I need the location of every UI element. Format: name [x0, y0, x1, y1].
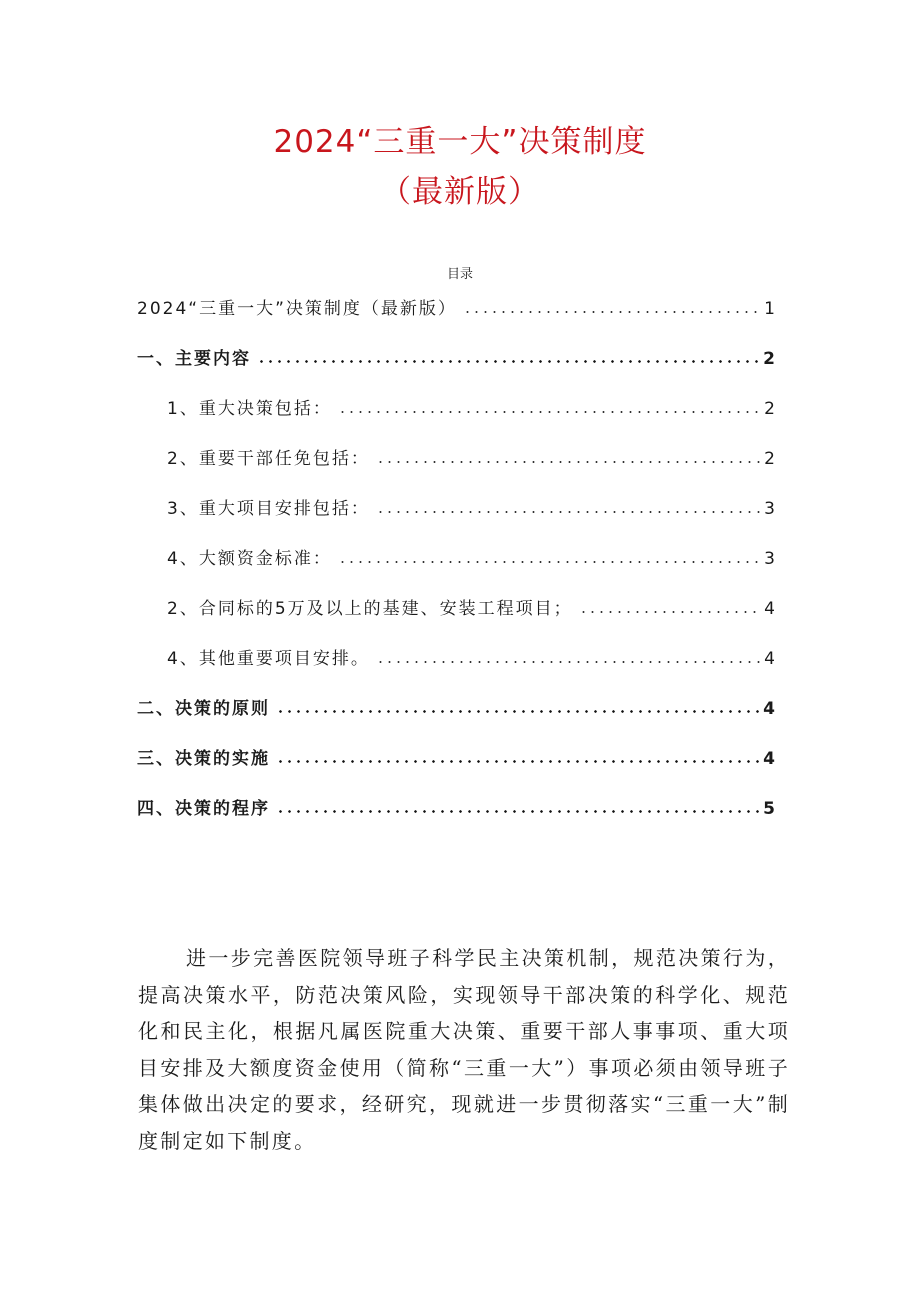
toc-entry-label: 一、主要内容 [137, 349, 251, 369]
toc-leader-dots [376, 496, 760, 516]
toc-leader-dots [338, 546, 760, 566]
document-subtitle: （最新版） [380, 174, 540, 210]
toc-entry-page: 4 [764, 649, 775, 669]
toc-entry-page: 2 [764, 399, 775, 419]
toc-entry-label: 三、决策的实施 [137, 749, 270, 769]
toc-entry[interactable] [137, 291, 775, 341]
toc-entry-page: 4 [763, 749, 775, 769]
toc-leader-dots [376, 646, 760, 666]
toc-entry-page: 3 [764, 549, 775, 569]
document-title: 2024“三重一大”决策制度 [273, 124, 647, 160]
toc-entry[interactable] [137, 791, 775, 841]
toc-entry[interactable] [137, 491, 775, 541]
toc-entry[interactable] [137, 741, 775, 791]
toc-heading: 目录 [446, 267, 473, 282]
toc-entry-label: 二、决策的原则 [137, 699, 270, 719]
toc-entry[interactable] [137, 391, 775, 441]
toc-entry-page: 2 [764, 449, 775, 469]
toc-leader-dots [463, 296, 760, 316]
toc-entry[interactable] [137, 441, 775, 491]
toc-leader-dots [276, 696, 759, 716]
intro-paragraph: 进一步完善医院领导班子科学民主决策机制，规范决策行为，提高决策水平，防范决策风险，实现领导干部决策的科学化、规范化和民主化，根据凡属医院重大决策、重要干部人事事项、重大项目安排及大额度资金使用（简称“三重一大”）事项必须由领导班子集体做出决定的要求，经研究，现就进一步贯彻落实“三重一大”制度制定如下制度。 [138, 946, 790, 1153]
toc-entry-page: 4 [764, 599, 775, 619]
toc-entry-page: 4 [763, 699, 775, 719]
toc-entry-label: 2、合同标的5万及以上的基建、安装工程项目； [167, 599, 573, 619]
toc-leader-dots [376, 446, 760, 466]
toc-entry[interactable] [137, 341, 775, 391]
toc-entry-page: 5 [763, 799, 775, 819]
toc-leader-dots [338, 396, 760, 416]
toc-entry[interactable] [137, 541, 775, 591]
toc-entry[interactable] [137, 591, 775, 641]
toc-leader-dots [276, 746, 759, 766]
toc-entry-label: 2、重要干部任免包括： [167, 449, 370, 469]
toc-entry-page: 2 [763, 349, 775, 369]
toc-entry-page: 3 [764, 499, 775, 519]
toc-entry-label: 3、重大项目安排包括： [167, 499, 370, 519]
toc-entry-label: 2024“三重一大”决策制度（最新版） [137, 299, 457, 319]
toc-entry-page: 1 [764, 299, 775, 319]
toc-entry-label: 四、决策的程序 [137, 799, 270, 819]
toc-entry-label: 1、重大决策包括： [167, 399, 332, 419]
toc-entry[interactable] [137, 641, 775, 691]
table-of-contents [137, 291, 775, 841]
toc-leader-dots [257, 346, 759, 366]
toc-entry-label: 4、其他重要项目安排。 [167, 649, 370, 669]
toc-entry[interactable] [137, 691, 775, 741]
toc-entry-label: 4、大额资金标准： [167, 549, 332, 569]
toc-leader-dots [276, 796, 759, 816]
toc-leader-dots [579, 596, 761, 616]
